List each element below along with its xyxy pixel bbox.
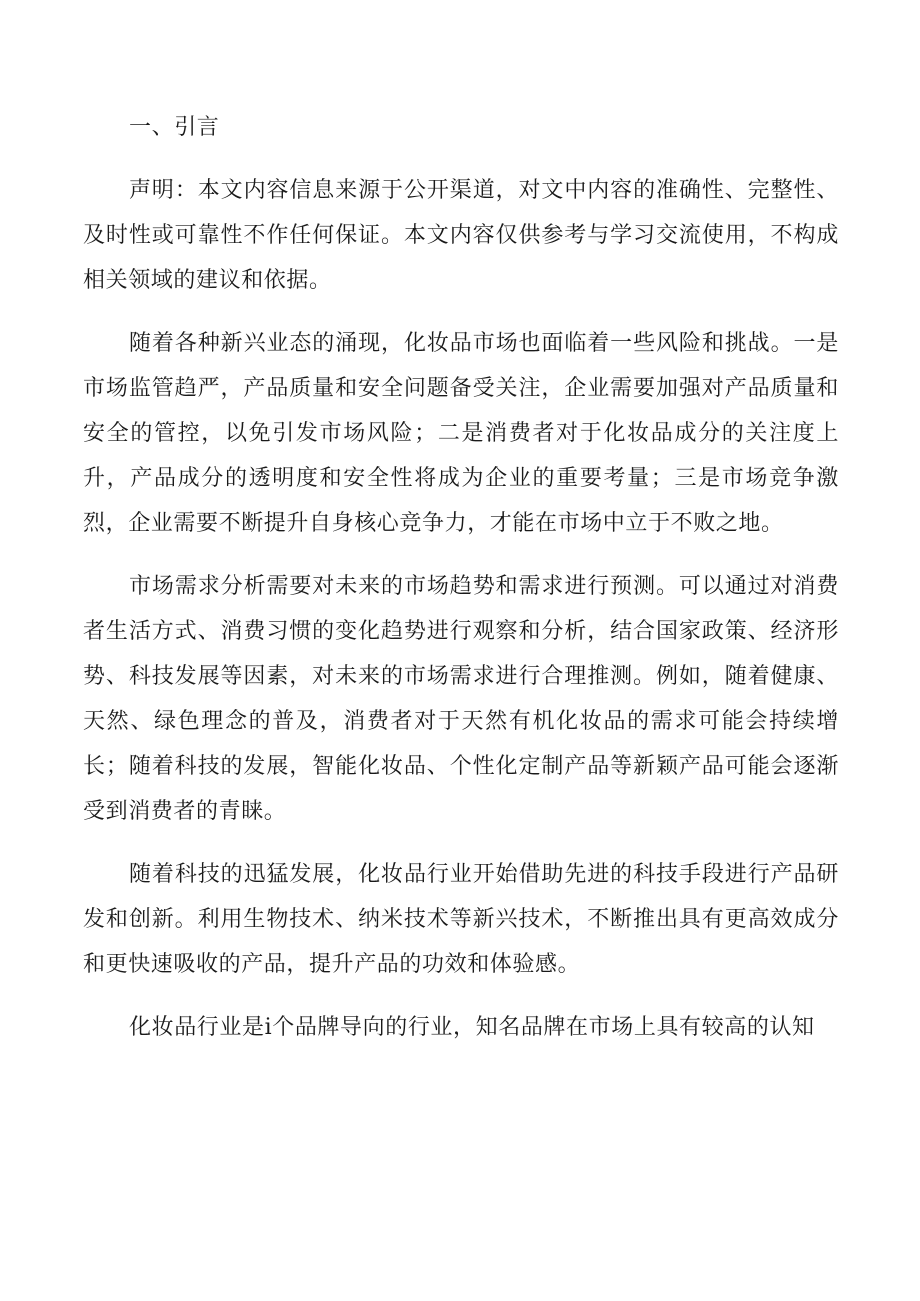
paragraph-demand-analysis: 市场需求分析需要对未来的市场趋势和需求进行预测。可以通过对消费者生活方式、消费习惯的变化趋势进行观察和分析，结合国家政策、经济形势、科技发展等因素，对未来的市场需求进行合理推测。例如，随着健康、天然、绿色理念的普及，消费者对于天然有机化妆品的需求可能会持续增长；随着科技的发展，智能化妆品、个性化定制产品等新颖产品可能会逐渐受到消费者的青睐。	[83, 574, 839, 824]
paragraph-disclaimer: 声明：本文内容信息来源于公开渠道，对文中内容的准确性、完整性、及时性或可靠性不作任何保证。本文内容仅供参考与学习交流使用，不构成相关领域的建议和依据。	[83, 178, 839, 293]
spacer	[83, 987, 839, 1005]
spacer	[83, 303, 839, 321]
paragraph-technology: 随着科技的迅猛发展，化妆品行业开始借助先进的科技手段进行产品研发和创新。利用生物技术、纳米技术等新兴技术，不断推出具有更高效成分和更快速吸收的产品，提升产品的功效和体验感。	[83, 862, 839, 977]
spacer	[83, 546, 839, 564]
spacer	[83, 834, 839, 852]
document-body	[83, 105, 839, 1050]
section-heading: 一、引言	[129, 115, 220, 140]
paragraph-market-risks: 随着各种新兴业态的涌现，化妆品市场也面临着一些风险和挑战。一是市场监管趋严，产品质量和安全问题备受关注，企业需要加强对产品质量和安全的管控，以免引发市场风险；二是消费者对于化妆品成分的关注度上升，产品成分的透明度和安全性将成为企业的重要考量；三是市场竞争激烈，企业需要不断提升自身核心竞争力，才能在市场中立于不败之地。	[83, 331, 839, 536]
spacer	[83, 150, 839, 168]
paragraph-brand: 化妆品行业是i个品牌导向的行业，知名品牌在市场上具有较高的认知	[129, 1015, 815, 1040]
